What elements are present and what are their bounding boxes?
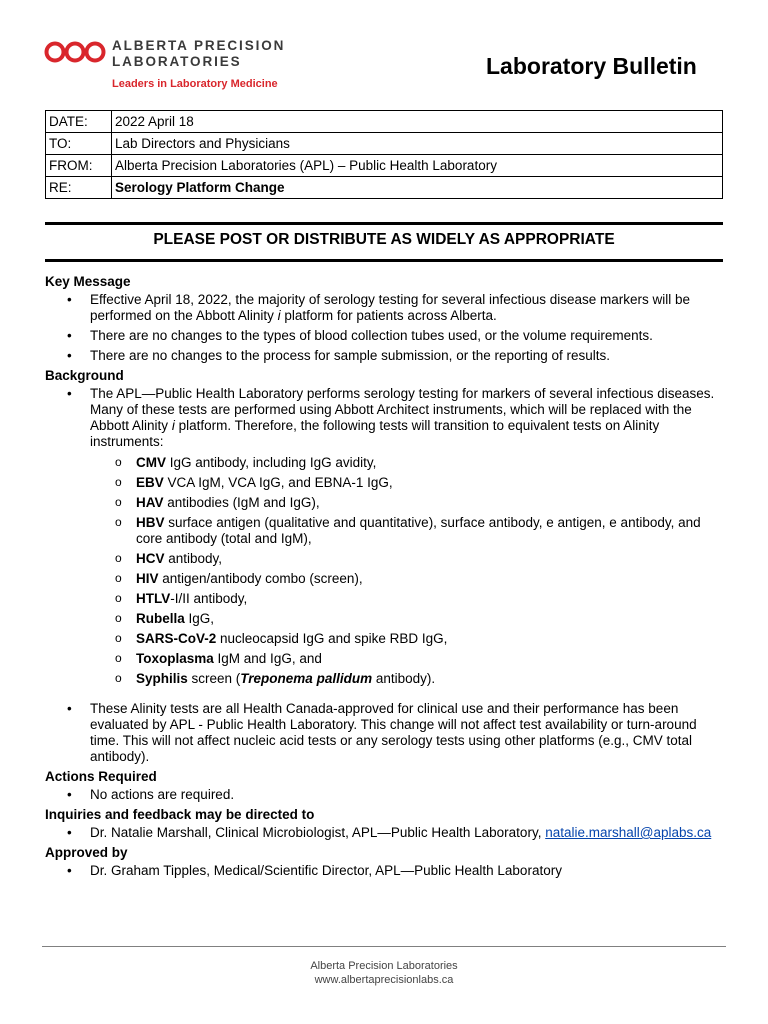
test-item xyxy=(90,475,725,491)
key-message-list xyxy=(45,292,725,364)
org-name-line1: ALBERTA PRECISION xyxy=(112,38,286,53)
inquiries-heading: Inquiries and feedback may be directed to xyxy=(45,807,315,822)
test-item xyxy=(90,571,725,587)
key-message-heading: Key Message xyxy=(45,274,131,289)
bulletin-body xyxy=(45,274,725,883)
test-name: EBV xyxy=(136,475,164,490)
background-p1-i: i xyxy=(171,418,175,433)
memo-value: Alberta Precision Laboratories (APL) – Public Health Laboratory xyxy=(112,155,723,177)
test-desc: antigen/antibody combo (screen), xyxy=(158,571,363,586)
memo-row-from xyxy=(46,155,723,177)
footer xyxy=(0,959,768,987)
approved-heading: Approved by xyxy=(45,845,128,860)
list-item: • No actions are required. xyxy=(45,787,725,803)
inquiries-list xyxy=(45,825,725,841)
test-item xyxy=(90,495,725,511)
background-heading: Background xyxy=(45,368,124,383)
test-name: HBV xyxy=(136,515,165,530)
test-desc: -I/II antibody, xyxy=(170,591,248,606)
test-desc: IgM and IgG, and xyxy=(213,651,322,666)
memo-value: Lab Directors and Physicians xyxy=(112,133,723,155)
list-item: • Dr. Graham Tipples, Medical/Scientific Director, APL—Public Health Laboratory xyxy=(45,863,725,879)
test-name: HCV xyxy=(136,551,165,566)
test-item xyxy=(90,551,725,567)
footer-rule xyxy=(42,946,726,947)
test-desc: antibodies (IgM and IgG), xyxy=(163,495,320,510)
test-organism: Treponema pallidum xyxy=(240,671,373,686)
test-item xyxy=(90,611,725,627)
test-name: Rubella xyxy=(136,611,185,626)
memo-row-re xyxy=(46,177,723,199)
key-message-b1-b: platform for patients across Alberta. xyxy=(280,308,497,323)
test-desc: VCA IgM, VCA IgG, and EBNA-1 IgG, xyxy=(163,475,393,490)
distribution-banner: PLEASE POST OR DISTRIBUTE AS WIDELY AS APPROPRIATE xyxy=(153,231,615,248)
tagline: Leaders in Laboratory Medicine xyxy=(112,78,278,90)
test-desc: screen ( xyxy=(187,671,241,686)
org-name-line2: LABORATORIES xyxy=(112,54,242,69)
test-name: HTLV xyxy=(136,591,171,606)
list-item: • These Alinity tests are all Health Canada-approved for clinical use and their performance has been evaluated by APL - Public Health Laboratory. This change will not affect test availability or turn-around time. This will not affect nucleic acid tests or any serology tests using other platforms (e.g., CMV total antibody). xyxy=(45,701,725,765)
memo-value: Serology Platform Change xyxy=(112,177,723,199)
apl-rings-icon xyxy=(44,40,106,64)
test-name: HAV xyxy=(136,495,164,510)
key-message-b1-a: Effective April 18, 2022, the majority of serology testing for several infectious disease markers will be performed on the Abbott Alinity xyxy=(90,292,691,323)
banner-rule-top xyxy=(45,222,723,225)
list-item: • There are no changes to the process for sample submission, or the reporting of results. xyxy=(45,348,725,364)
memo-key: DATE: xyxy=(46,111,112,133)
test-item xyxy=(90,651,725,667)
test-desc-end: antibody). xyxy=(372,671,436,686)
test-name: HIV xyxy=(136,571,159,586)
list-item: • There are no changes to the types of blood collection tubes used, or the volume requirements. xyxy=(45,328,725,344)
test-name: Syphilis xyxy=(136,671,188,686)
test-desc: surface antigen (qualitative and quantitative), surface antibody, e antigen, e antibody, and core antibody (total and IgM), xyxy=(136,515,701,546)
memo-row-date xyxy=(46,111,723,133)
memo-key: RE: xyxy=(46,177,112,199)
footer-org: Alberta Precision Laboratories xyxy=(310,960,458,972)
memo-value: 2022 April 18 xyxy=(112,111,723,133)
org-name xyxy=(112,38,285,70)
bulletin-title: Laboratory Bulletin xyxy=(486,53,697,79)
test-item xyxy=(90,455,725,471)
list-item xyxy=(45,825,725,841)
memo-row-to xyxy=(46,133,723,155)
banner-rule-bottom xyxy=(45,259,723,262)
test-desc: IgG antibody, including IgG avidity, xyxy=(166,455,377,470)
actions-list xyxy=(45,787,725,803)
memo-key: FROM: xyxy=(46,155,112,177)
memo-key: TO: xyxy=(46,133,112,155)
list-item xyxy=(45,292,725,324)
test-item xyxy=(90,515,725,547)
test-name: SARS-CoV-2 xyxy=(136,631,217,646)
memo-header-table xyxy=(45,110,723,199)
background-p1-a: The APL—Public Health Laboratory performs serology testing for markers of several infectious diseases. Many of these tests are performed using Abbott Architect instruments, which will be replaced with the Abbott Alinity xyxy=(90,386,715,433)
tests-list xyxy=(90,455,725,687)
key-message-b1-i: i xyxy=(277,308,281,323)
actions-heading: Actions Required xyxy=(45,769,157,784)
background-p1-b: platform. Therefore, the following tests will transition to equivalent tests on Alinity instruments: xyxy=(90,418,660,449)
test-item xyxy=(90,631,725,647)
list-item xyxy=(45,386,725,687)
test-name: Toxoplasma xyxy=(136,651,214,666)
inquiries-text: Dr. Natalie Marshall, Clinical Microbiologist, APL—Public Health Laboratory, xyxy=(90,825,546,840)
test-desc: antibody, xyxy=(164,551,223,566)
test-desc: nucleocapsid IgG and spike RBD IgG, xyxy=(216,631,448,646)
approved-list xyxy=(45,863,725,879)
contact-email-link[interactable]: natalie.marshall@aplabs.ca xyxy=(545,825,712,840)
test-item xyxy=(90,671,725,687)
test-name: CMV xyxy=(136,455,166,470)
test-desc: IgG, xyxy=(184,611,215,626)
footer-url: www.albertaprecisionlabs.ca xyxy=(314,974,454,986)
background-list xyxy=(45,386,725,765)
test-item xyxy=(90,591,725,607)
